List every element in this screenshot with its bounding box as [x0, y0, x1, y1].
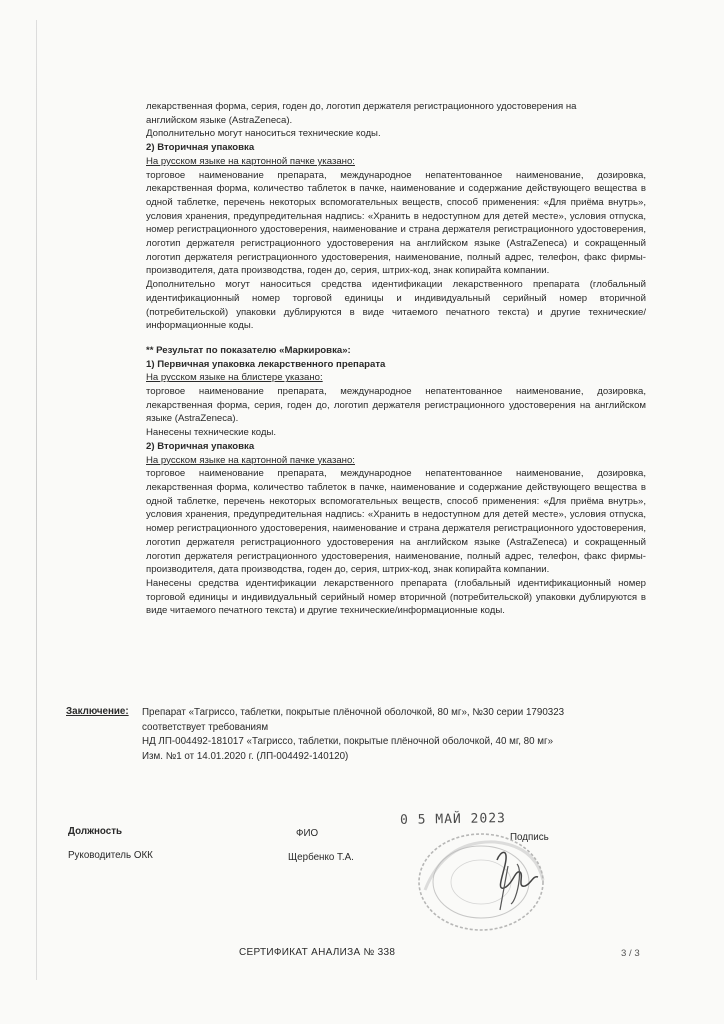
secondary-pkg-heading: 2) Вторичная упаковка	[146, 142, 255, 154]
conclusion-line-3: НД ЛП-004492-181017 «Тагриссо, таблетки, покрытые плёночной оболочкой, 40 мг, 80 мг»	[142, 736, 554, 748]
name-value: Щербенко Т.А.	[288, 852, 354, 863]
conclusion-label: Заключение:	[66, 706, 129, 717]
result-primary-heading: 1) Первичная упаковка лекарственного препарата	[146, 358, 386, 370]
signature-label: Подпись	[510, 832, 549, 843]
secondary-pkg-paragraph: торговое наименование препарата, международное непатентованное наименование, дозировка, лекарственная форма, количество таблеток в пачке, наименование и содержание действующего вещества в одной таблетке, перечень некоторых вспомогательных веществ, способ применения: «Для приёма внутрь», условия хранения, предупредительная надпись: «Хранить в недоступном для детей месте», условия отпуска, номер регистрационного удостоверения, наименование и страна держателя регистрационного удостоверения, логотип держателя регистрационного удостоверения на английском языке (AstraZeneca) и сокращенный логотип держателя регистрационного удостоверения, наименование, полный адрес, телефон, факс фирмы-производителя, дата производства, годен до, серия, штрих-код, знак копирайта компании.	[146, 169, 646, 277]
conclusion-line-2: соответствует требованиям	[142, 721, 269, 733]
result-secondary-subheading: На русском языке на картонной пачке указано:	[146, 454, 355, 466]
name-label: ФИО	[296, 828, 319, 839]
footer-title: СЕРТИФИКАТ АНАЛИЗА № 338	[239, 947, 396, 958]
secondary-pkg-extra: Дополнительно могут наноситься средства идентификации лекарственного препарата (глобальный идентификационный номер торговой единицы и индивидуальный серийный номер вторичной (потребительской) упаковки дублируются в виде читаемого печатного текста) и другие технические/информационные коды.	[146, 279, 646, 332]
result-primary-paragraph: торговое наименование препарата, международное непатентованное наименование, дозировка, лекарственная форма, серия, годен до, логотип держателя регистрационного удостоверения на английском языке (AstraZeneca).	[146, 386, 646, 425]
document-body	[146, 100, 646, 618]
secondary-pkg-subheading: На русском языке на картонной пачке указано:	[146, 155, 355, 167]
result-primary-subheading: На русском языке на блистере указано:	[146, 372, 323, 384]
top-line-1: лекарственная форма, серия, годен до, логотип держателя регистрационного удостоверения на	[146, 101, 577, 112]
top-line-3: Дополнительно могут наноситься технические коды.	[146, 128, 381, 140]
conclusion-text	[142, 706, 622, 764]
result-secondary-extra: Нанесены средства идентификации лекарственного препарата (глобальный идентификационный номер торговой единицы и индивидуальный серийный номер вторичной (потребительской) упаковки дублируются в виде читаемого печатного текста) и другие технические/информационные коды.	[146, 577, 646, 617]
conclusion-line-1: Препарат «Тагриссо, таблетки, покрытые плёночной оболочкой, 80 мг», №30 серии 1790323	[142, 707, 565, 718]
result-primary-note: Нанесены технические коды.	[146, 427, 277, 439]
result-secondary-paragraph: торговое наименование препарата, международное непатентованное наименование, дозировка, лекарственная форма, количество таблеток в пачке, наименование и содержание действующего вещества в одной таблетке, перечень некоторых вспомогательных веществ, способ применения: «Для приёма внутрь», условия хранения, предупредительная надпись: «Хранить в недоступном для детей месте», условия отпуска, номер регистрационного удостоверения, наименование и страна держателя регистрационного удостоверения, логотип держателя регистрационного удостоверения на английском языке (AstraZeneca) и сокращенный логотип держателя регистрационного удостоверения, наименование, полный адрес, телефон, факс фирмы-производителя, дата производства, годен до, серия, штрих-код, знак копирайта компании.	[146, 468, 646, 576]
conclusion-line-4: Изм. №1 от 14.01.2020 г. (ЛП-004492-140120)	[142, 750, 349, 762]
position-label: Должность	[68, 826, 123, 837]
result-secondary-heading: 2) Вторичная упаковка	[146, 440, 255, 452]
company-seal	[405, 820, 555, 935]
position-value: Руководитель ОКК	[68, 850, 153, 861]
scan-edge-line	[36, 20, 37, 980]
page-number: 3 / 3	[621, 948, 640, 959]
date-stamp: 0 5 МАЙ 2023	[399, 811, 507, 828]
result-heading: ** Результат по показателю «Маркировка»:	[146, 344, 351, 356]
top-line-2: английском языке (AstraZeneca).	[146, 114, 293, 126]
